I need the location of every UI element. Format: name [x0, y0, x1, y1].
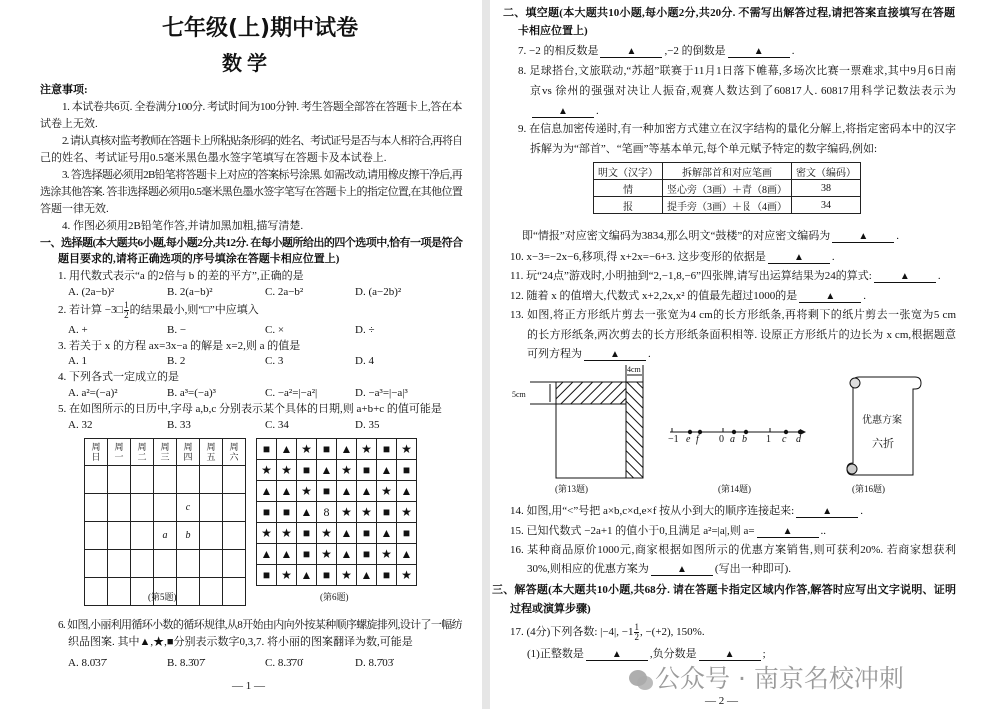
pattern-cell: ★	[317, 544, 337, 565]
figure-16-caption: (第16题)	[852, 484, 885, 494]
option-d: D. −a³=|−a|³	[355, 387, 408, 399]
text: 二	[137, 452, 147, 462]
question-9-line-1: 9. 在信息加密传递时,有一种加密方式建立在汉字结构的量化分解上,将指定密码本中的汉字	[518, 123, 956, 135]
text: .	[863, 290, 867, 302]
hatched-strip-5cm	[556, 382, 626, 404]
pattern-cell: ■	[397, 460, 417, 481]
calendar-cell	[200, 494, 223, 522]
fraction	[634, 623, 639, 642]
calendar-cell	[154, 550, 177, 578]
question-15	[510, 525, 826, 538]
text: 12. 随着 x 的值增大,代数式 x+2,2x,x² 的值最先超过1000的是	[510, 290, 798, 302]
encoding-header-cell: 拆解部首和对应笔画	[663, 163, 792, 180]
option-a: A. (2a−b)²	[68, 286, 115, 298]
wechat-icon	[628, 668, 654, 692]
question-13-line-1: 13. 如图,将正方形纸片剪去一张宽为4 cm的长方形纸条,再将剩下的纸片剪去一张宽为5 cm	[510, 309, 956, 321]
pattern-cell: ★	[277, 460, 297, 481]
figure-16-scroll	[843, 375, 923, 480]
text: 17. (4分)下列各数: |−4|, −1	[510, 626, 634, 639]
calendar-header-cell	[223, 439, 246, 466]
pattern-cell: 8	[317, 502, 337, 523]
text: 周	[91, 442, 101, 452]
text: (写出一种即可).	[714, 563, 791, 575]
pattern-cell: ■	[377, 439, 397, 460]
pattern-cell: ■	[317, 565, 337, 586]
pattern-cell: ★	[337, 565, 357, 586]
pattern-cell: ★	[297, 439, 317, 460]
pattern-row	[257, 481, 417, 502]
question-8-line-2: 京vs 徐州的强强对决让人振奋,观赛人数达到了60817人. 60817用科学记数法表示为	[530, 85, 956, 97]
calendar-cell	[85, 550, 108, 578]
note-2-line-2: 己的姓名、考试证号用0.5毫米黑色墨水签字笔填写在答题卡及本试卷上.	[40, 152, 387, 164]
answer-blank[interactable]: ▲	[584, 349, 646, 361]
calendar-cell	[200, 578, 223, 606]
option-b: B. 2	[167, 355, 186, 367]
option-a: A. +	[68, 324, 88, 336]
text: 15. 已知代数式 −2a+1 的值小于0,且满足 a²=|a|,则 a=	[510, 525, 755, 537]
pattern-cell: ■	[257, 439, 277, 460]
text: 可列方程为	[527, 348, 582, 360]
text: 五	[206, 452, 216, 462]
question-2-stem	[58, 301, 259, 320]
pattern-cell: ★	[257, 523, 277, 544]
answer-blank[interactable]: ▲	[532, 106, 594, 118]
text: .	[860, 505, 863, 517]
text: , −(+2), 150%.	[639, 626, 705, 639]
option-c: C. 2a−b²	[265, 286, 304, 298]
text: 周	[137, 442, 147, 452]
watermark: 公众号 · 南京名校冲刺	[655, 664, 904, 693]
pattern-cell: ★	[277, 565, 297, 586]
pattern-cell: ■	[317, 439, 337, 460]
calendar-cell	[108, 522, 131, 550]
numerator: 1	[634, 622, 639, 632]
section-2-heading-cont: 卡相应位置上)	[518, 25, 588, 37]
answer-blank[interactable]: ▲	[728, 46, 790, 58]
exam-page-2	[490, 0, 994, 709]
question-11	[510, 270, 941, 283]
pattern-caption: (第6题)	[320, 592, 349, 602]
answer-blank[interactable]: ▲	[832, 231, 894, 243]
pattern-cell: ■	[357, 523, 377, 544]
pattern-row	[257, 565, 417, 586]
pattern-cell: ▲	[297, 502, 317, 523]
text: .	[648, 348, 651, 360]
label-5cm: 5cm	[512, 390, 526, 399]
question-3-stem: 3. 若关于 x 的方程 ax=3x−a 的解是 x=2,则 a 的值是	[58, 340, 301, 352]
calendar-header-cell	[177, 439, 200, 466]
option-c: C. 8.3̇70̇	[265, 657, 303, 669]
option-b: B. 33	[167, 419, 191, 431]
calendar-caption: (第5题)	[148, 592, 177, 602]
pattern-cell: ■	[377, 565, 397, 586]
text: 四	[183, 452, 193, 462]
calendar-cell	[177, 466, 200, 494]
option-a: A. 8.0̇37̇	[68, 657, 107, 669]
page-number: — 2 —	[705, 695, 738, 707]
calendar-cell	[131, 494, 154, 522]
answer-blank[interactable]: ▲	[586, 649, 648, 661]
stem-pre: 2. 若计算 −3□	[58, 304, 124, 317]
pattern-row	[257, 523, 417, 544]
pattern-figure	[256, 438, 417, 586]
encoding-cell: 情	[594, 180, 663, 197]
text: 三	[160, 452, 170, 462]
pattern-cell: ▲	[337, 544, 357, 565]
answer-blank[interactable]: ▲	[600, 46, 662, 58]
calendar-row	[85, 522, 246, 550]
number-line-label: c	[782, 434, 787, 445]
calendar-figure	[84, 438, 246, 606]
text: 周	[206, 442, 216, 452]
question-8-line-3	[530, 105, 599, 118]
denominator: 2	[124, 310, 129, 320]
text: ..	[820, 525, 827, 537]
calendar-cell	[85, 494, 108, 522]
stem-post: 的结果最小,则“□”中应填入	[129, 304, 259, 317]
number-line-label: a	[730, 434, 735, 445]
encoding-row	[594, 180, 861, 197]
encoding-header-cell: 明文（汉字）	[594, 163, 663, 180]
calendar-cell	[85, 578, 108, 606]
answer-blank[interactable]: ▲	[796, 506, 858, 518]
question-13-line-2: 的长方形纸条,两次剪去的长方形纸条面积相等. 设原正方形纸片的边长为 x cm,根据题意	[527, 329, 956, 341]
question-17-stem	[510, 623, 705, 642]
pattern-cell: ▲	[337, 439, 357, 460]
question-16-line-2	[527, 563, 791, 576]
pattern-cell: ▲	[377, 460, 397, 481]
section-1-heading: 一、选择题(本大题共6小题,每小题2分,共12分. 在每小题所给出的四个选项中,恰有一项是符合	[40, 237, 463, 249]
option-b: B. −	[167, 324, 187, 336]
fraction	[124, 301, 129, 320]
text: 周	[229, 442, 239, 452]
calendar-cell	[108, 494, 131, 522]
section-1-heading-cont: 题目要求的,请将正确选项的序号填涂在答题卡相应位置上)	[58, 253, 340, 265]
pattern-cell: ■	[397, 523, 417, 544]
encoding-cell: 34	[792, 197, 861, 214]
number-line-label: b	[742, 434, 747, 445]
answer-blank[interactable]: ▲	[799, 291, 861, 303]
encoding-cell: 提手旁（3画）＋𠬝（4画）	[663, 197, 792, 214]
pattern-cell: ▲	[337, 523, 357, 544]
option-d: D. 35	[355, 419, 380, 431]
pattern-cell: ■	[297, 460, 317, 481]
pattern-cell: ★	[257, 460, 277, 481]
question-14	[510, 505, 863, 518]
calendar-cell: c	[177, 494, 200, 522]
number-line-label: e	[686, 434, 691, 445]
section-3-heading: 三、解答题(本大题共10小题,共68分. 请在答题卡指定区域内作答,解答时应写出文字说明、证明	[492, 584, 956, 596]
scroll-line-2: 六折	[872, 438, 894, 450]
calendar-cell	[223, 494, 246, 522]
option-d: D. ÷	[355, 324, 375, 336]
note-1-line-2: 试卷上无效.	[40, 118, 98, 130]
option-d: D. 4	[355, 355, 374, 367]
pattern-cell: ★	[277, 523, 297, 544]
exam-title: 七年级(上)期中试卷	[162, 16, 359, 41]
label-4cm: 4cm	[627, 365, 641, 374]
option-d: D. 8.7̇03̇	[355, 657, 394, 669]
answer-blank[interactable]: ▲	[651, 564, 713, 576]
option-a: A. a²=(−a)²	[68, 387, 118, 399]
pattern-cell: ▲	[337, 481, 357, 502]
calendar-cell	[223, 578, 246, 606]
answer-blank[interactable]: ▲	[757, 526, 819, 538]
number-line-label: 0	[719, 434, 724, 445]
encoding-row	[594, 197, 861, 214]
pattern-cell: ■	[297, 523, 317, 544]
text: 30%,则相应的优惠方案为	[527, 563, 649, 575]
question-9-line-3	[522, 230, 899, 243]
calendar-cell	[200, 550, 223, 578]
subject-title: 数 学	[222, 53, 267, 75]
answer-blank[interactable]: ▲	[874, 271, 936, 283]
text: 11. 玩“24点”游戏时,小明抽到“2,−1,8,−6”四张牌,请写出运算结果为24的算式:	[510, 270, 872, 282]
notes-heading: 注意事项:	[40, 84, 88, 96]
pattern-cell: ★	[397, 502, 417, 523]
section-2-heading: 二、填空题(本大题共10小题,每小题2分,共20分. 不需写出解答过程,请把答案直接填写在答题	[503, 7, 955, 19]
answer-blank[interactable]: ▲	[768, 252, 830, 264]
question-1-stem: 1. 用代数式表示“a 的2倍与 b 的差的平方”,正确的是	[58, 270, 304, 282]
calendar-cell	[131, 466, 154, 494]
option-c: C. 3	[265, 355, 284, 367]
calendar-header-cell	[154, 439, 177, 466]
text: .	[791, 45, 795, 57]
text: ,−2 的倒数是	[664, 45, 726, 57]
option-a: A. 1	[68, 355, 87, 367]
section-3-heading-cont: 过程或演算步骤)	[510, 603, 591, 615]
encoding-cell: 报	[594, 197, 663, 214]
calendar-cell	[223, 522, 246, 550]
pattern-cell: ★	[357, 502, 377, 523]
pattern-row	[257, 502, 417, 523]
pattern-cell: ■	[257, 565, 277, 586]
question-6-stem-line-2: 织品图案. 其中▲,★,■分别表示数字0,3,7. 将小丽的图案翻译为数,可能是	[68, 636, 413, 648]
page-gutter	[482, 0, 490, 709]
text: .	[831, 251, 835, 263]
option-c: C. ×	[265, 324, 285, 336]
pattern-cell: ▲	[397, 544, 417, 565]
text: 周	[114, 442, 124, 452]
pattern-cell: ★	[397, 439, 417, 460]
text: .	[596, 105, 599, 117]
pattern-cell: ▲	[257, 481, 277, 502]
calendar-cell	[108, 466, 131, 494]
pattern-cell: ▲	[277, 544, 297, 565]
calendar-cell	[200, 466, 223, 494]
question-17-part-1	[527, 648, 766, 661]
calendar-cell	[177, 550, 200, 578]
calendar-header-row	[85, 439, 246, 466]
pattern-cell: ▲	[297, 565, 317, 586]
note-3-line-1: 3. 答选择题必须用2B铅笔将答题卡上对应的答案标号涂黑. 如需改动,请用橡皮擦干净后,再	[62, 169, 462, 181]
encoding-cell: 38	[792, 180, 861, 197]
text: 周	[160, 442, 170, 452]
text: 10. x−3=−2x−6,移项,得 x+2x=−6+3. 这步变形的依据是	[510, 251, 766, 263]
pattern-cell: ■	[357, 460, 377, 481]
note-2-line-1: 2. 请认真核对监考教师在答题卡上所粘贴条形码的姓名、考试证号是否与本人相符合,再将自	[62, 135, 462, 147]
text: (1)正整数是	[527, 648, 584, 660]
text: 一	[114, 452, 124, 462]
pattern-cell: ■	[277, 502, 297, 523]
calendar-cell	[154, 466, 177, 494]
pattern-row	[257, 460, 417, 481]
pattern-cell: ★	[337, 502, 357, 523]
calendar-header-cell	[131, 439, 154, 466]
numerator: 1	[124, 300, 129, 310]
text: .	[937, 270, 941, 282]
text: 周	[183, 442, 193, 452]
calendar-cell	[85, 466, 108, 494]
question-9-line-2: 拆解为为“部首”、“笔画”等基本单元,每个单元赋予特定的数字编码,例如:	[530, 143, 878, 155]
option-c: C. 34	[265, 419, 289, 431]
pattern-cell: ■	[377, 502, 397, 523]
calendar-cell: b	[177, 522, 200, 550]
pattern-cell: ▲	[357, 565, 377, 586]
question-12	[510, 290, 866, 303]
note-3-line-2: 选涂其他答案. 答非选择题必须用0.5毫米黑色墨水签字笔写在答题卡上的指定位置,在其他位置	[40, 186, 463, 198]
pattern-cell: ▲	[317, 460, 337, 481]
calendar-cell: a	[154, 522, 177, 550]
option-b: B. 2(a−b)²	[167, 286, 213, 298]
calendar-cell	[177, 578, 200, 606]
pattern-cell: ★	[357, 439, 377, 460]
calendar-header-cell	[85, 439, 108, 466]
pattern-cell: ★	[377, 481, 397, 502]
question-16-line-1: 16. 某种商品原价1000元,商家根据如图所示的优惠方案销售,则可获利20%. 若商家想获利	[510, 544, 956, 556]
pattern-cell: ■	[257, 502, 277, 523]
calendar-cell	[223, 466, 246, 494]
pattern-cell: ■	[357, 544, 377, 565]
pattern-cell: ★	[397, 565, 417, 586]
pattern-cell: ▲	[357, 481, 377, 502]
note-1-line-1: 1. 本试卷共6页. 全卷满分100分. 考试时间为100分钟. 考生答题全部答在答题卡上,答在本	[62, 101, 462, 113]
option-b: B. 8.3̇07̇	[167, 657, 205, 669]
pattern-cell: ▲	[277, 439, 297, 460]
calendar-cell	[85, 522, 108, 550]
note-4-line-1: 4. 作图必须用2B铅笔作答,并请加黑加粗,描写清楚.	[62, 220, 304, 232]
calendar-cell	[223, 550, 246, 578]
text: ,负分数是	[649, 648, 697, 660]
encoding-cell: 竖心旁（3画）＋青（8画）	[663, 180, 792, 197]
pattern-cell: ▲	[277, 481, 297, 502]
calendar-cell	[200, 522, 223, 550]
text: 日	[91, 452, 101, 462]
number-line-label: 1	[766, 434, 771, 445]
option-d: D. (a−2b)²	[355, 286, 402, 298]
exam-page-1	[0, 0, 482, 709]
question-10	[510, 251, 835, 264]
pattern-cell: ■	[297, 544, 317, 565]
denominator: 2	[634, 632, 639, 642]
option-a: A. 32	[68, 419, 93, 431]
pattern-row	[257, 439, 417, 460]
question-4-stem: 4. 下列各式一定成立的是	[58, 371, 179, 383]
figure-13-caption: (第13题)	[555, 484, 588, 494]
note-3-line-3: 答题一律无效.	[40, 203, 109, 215]
option-c: C. −a²=|−a²|	[265, 387, 318, 399]
question-13-line-3	[527, 348, 651, 361]
pattern-cell: ▲	[397, 481, 417, 502]
calendar-row	[85, 466, 246, 494]
scroll-line-1: 优惠方案	[862, 415, 902, 426]
pattern-cell: ▲	[257, 544, 277, 565]
text: 14. 如图,用“<”号把 a×b,c×d,e×f 按从小到大的顺序连接起来:	[510, 505, 795, 517]
page-number: — 1 —	[232, 680, 265, 692]
calendar-header-cell	[200, 439, 223, 466]
question-6-stem-line-1: 6. 如图,小丽利用循环小数的循环规律,从8开始由内向外按某种顺序螺旋排列,设计了一幅纺	[58, 619, 462, 631]
question-5-stem: 5. 在如图所示的日历中,字母 a,b,c 分别表示某个具体的日期,则 a+b+c 的值可能是	[58, 403, 442, 415]
pattern-cell: ★	[317, 523, 337, 544]
calendar-header-cell	[108, 439, 131, 466]
encoding-table	[593, 162, 861, 214]
text: .	[896, 230, 900, 242]
pattern-cell: ▲	[377, 523, 397, 544]
text: 即“情报”对应密文编码为3834,那么明文“鼓楼”的对应密文编码为	[522, 230, 831, 242]
calendar-row	[85, 550, 246, 578]
calendar-cell	[131, 522, 154, 550]
pattern-row	[257, 544, 417, 565]
pattern-cell: ■	[317, 481, 337, 502]
number-line-label: d	[796, 434, 801, 445]
encoding-header-cell: 密文（编码）	[792, 163, 861, 180]
calendar-cell	[131, 550, 154, 578]
number-line-label: −1	[668, 434, 679, 445]
text: ;	[762, 648, 766, 660]
answer-blank[interactable]: ▲	[699, 649, 761, 661]
question-8-line-1: 8. 足球搭台,文旅联动,“苏超”联赛于11月1日落下帷幕,多场次比赛一票难求,其中9月6日南	[518, 65, 956, 77]
pattern-cell: ★	[337, 460, 357, 481]
encoding-header-row	[594, 163, 861, 180]
calendar-cell	[108, 578, 131, 606]
calendar-row	[85, 494, 246, 522]
text: 六	[229, 452, 239, 462]
option-b: B. a³=(−a)³	[167, 387, 216, 399]
question-7	[518, 45, 794, 58]
pattern-cell: ★	[377, 544, 397, 565]
number-line-label: f	[696, 434, 699, 445]
figure-13-square-diagram	[510, 365, 650, 493]
figure-14-caption: (第14题)	[718, 484, 751, 494]
calendar-cell	[108, 550, 131, 578]
hatched-strip-4cm	[626, 382, 643, 478]
calendar-cell	[154, 494, 177, 522]
pattern-cell: ★	[297, 481, 317, 502]
text: 7. −2 的相反数是	[518, 45, 599, 57]
